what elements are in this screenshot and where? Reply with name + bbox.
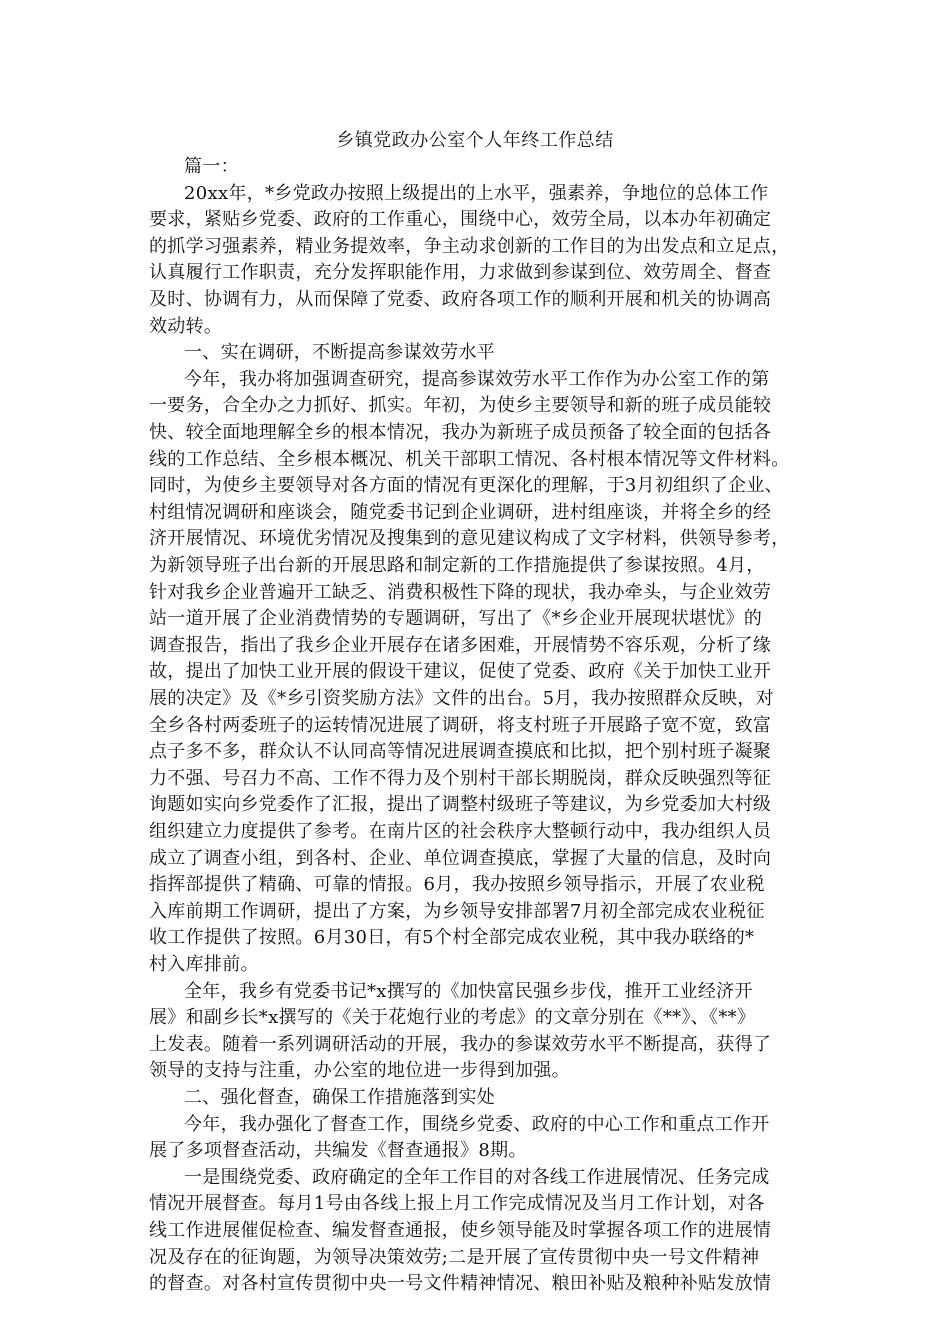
paragraph-line: 二、强化督查，确保工作措施落到实处 (184, 1087, 496, 1108)
paragraph-line: 全乡各村两委班子的运转情况进展了调研，将支村班子开展路子宽不宽，致富 (149, 714, 772, 736)
paragraph-line: 要求，紧贴乡党委、政府的工作重心，围绕中心，效劳全局，以本办年初确定 (149, 209, 772, 231)
paragraph-line: 今年，我办将加强调查研究，提高参谋效劳水平工作作为办公室工作的第 (184, 368, 770, 390)
paragraph-line: 的督查。对各村宣传贯彻中央一号文件精神情况、粮田补贴及粮种补贴发放情 (149, 1273, 772, 1295)
paragraph-line: 的抓学习强素养，精业务提效率，争主动求创新的工作目的为出发点和立足点， (149, 235, 790, 257)
paragraph-line: 20xx年，*乡党政办按照上级提出的上水平，强素养，争地位的总体工作 (184, 182, 769, 204)
paragraph-line: 展了多项督查活动，共编发《督查通报》8期。 (149, 1140, 527, 1162)
paragraph-line: 展》和副乡长*x撰写的《关于花炮行业的考虑》的文章分别在《**》、《**》 (149, 1007, 756, 1029)
paragraph-line: 领导的支持与注重，办公室的地位进一步得到加强。 (149, 1060, 570, 1082)
document-title: 乡镇党政办公室个人年终工作总结 (336, 130, 614, 151)
paragraph-line: 篇一： (184, 156, 239, 177)
paragraph-line: 情况开展督查。每月1号由各线上报上月工作完成情况及当月工作计划，对各 (149, 1193, 765, 1215)
paragraph-line: 指挥部提供了精确、可靠的情报。6月，我办按照乡领导指示，开展了农业税 (149, 874, 765, 896)
paragraph-line: 一是围绕党委、政府确定的全年工作目的对各线工作进展情况、任务完成 (184, 1166, 770, 1188)
paragraph-line: 一、实在调研，不断提高参谋效劳水平 (184, 342, 496, 364)
paragraph-line: 况及存在的征询题，为领导决策效劳;二是开展了宣传贯彻中央一号文件精神 (149, 1246, 760, 1268)
paragraph-line: 及时、协调有力，从而保障了党委、政府各项工作的顺利开展和机关的协调高 (149, 289, 772, 310)
paragraph-line: 力不强、号召力不高、工作不得力及个别村干部长期脱岗，群众反映强烈等征 (149, 767, 772, 789)
paragraph-line: 线的工作总结、全乡根本概况、机关干部职工情况、各村根本情况等文件材料。 (149, 448, 790, 470)
paragraph-line: 为新领导班子出台新的开展思路和制定新的工作措施提供了参谋按照。4月， (149, 555, 765, 576)
paragraph-line: 展的决定》及《*乡引资奖励方法》文件的出台。5月，我办按照群众反映，对 (149, 688, 774, 709)
paragraph-line: 调查报告，指出了我乡企业开展存在诸多困难，开展情势不容乐观，分析了缘 (149, 634, 772, 656)
paragraph-line: 村入库排前。 (149, 954, 259, 975)
paragraph-line: 快、较全面地理解全乡的根本情况，我办为新班子成员预备了较全面的包括各 (149, 422, 772, 443)
paragraph-line: 同时，为使乡主要领导对各方面的情况有更深化的理解，于3月初组织了企业、 (149, 475, 783, 497)
paragraph-line: 针对我乡企业普遍开工缺乏、消费积极性下降的现状，我办牵头，与企业效劳 (149, 581, 772, 603)
paragraph-line: 入库前期工作调研，提出了方案，为乡领导安排部署7月初全部完成农业税征 (149, 900, 765, 922)
paragraph-line: 认真履行工作职责，充分发挥职能作用，力求做到参谋到位、效劳周全、督查 (149, 262, 772, 284)
paragraph-line: 全年，我乡有党委书记*x撰写的《加快富民强乡步伐，推开工业经济开 (184, 980, 753, 1002)
paragraph-line: 站一道开展了企业消费情势的专题调研，写出了《*乡企业开展现状堪忧》的 (149, 608, 763, 630)
paragraph-line: 询题如实向乡党委作了汇报，提出了调整村级班子等建议，为乡党委加大村级 (149, 794, 772, 816)
paragraph-line: 村组情况调研和座谈会，随党委书记到企业调研，进村组座谈，并将全乡的经 (149, 501, 772, 523)
paragraph-line: 故，提出了加快工业开展的假设干建议，促使了党委、政府《关于加快工业开 (149, 661, 772, 683)
paragraph-line: 收工作提供了按照。6月30日，有5个村全部完成农业税，其中我办联络的* (149, 927, 755, 949)
paragraph-line: 线工作进展催促检查、编发督查通报，使乡领导能及时掌握各项工作的进展情 (149, 1220, 772, 1241)
paragraph-line: 效动转。 (149, 315, 223, 337)
paragraph-line: 济开展情况、环境优劣情况及搜集到的意见建议构成了文字材料，供领导参考， (149, 528, 790, 550)
paragraph-line: 组织建立力度提供了参考。在南片区的社会秩序大整顿行动中，我办组织人员 (149, 821, 772, 842)
paragraph-line: 成立了调查小组，到各村、企业、单位调查摸底，掌握了大量的信息，及时向 (149, 847, 772, 869)
paragraph-line: 点子多不多，群众认不认同高等情况进展调查摸底和比拟，把个别村班子凝聚 (149, 741, 772, 763)
paragraph-line: 一要务，合全办之力抓好、抓实。年初，为使乡主要领导和新的班子成员能较 (149, 395, 772, 417)
paragraph-line: 上发表。随着一系列调研活动的开展，我办的参谋效劳水平不断提高，获得了 (149, 1033, 772, 1055)
paragraph-line: 今年，我办强化了督查工作，围绕乡党委、政府的中心工作和重点工作开 (184, 1113, 770, 1135)
